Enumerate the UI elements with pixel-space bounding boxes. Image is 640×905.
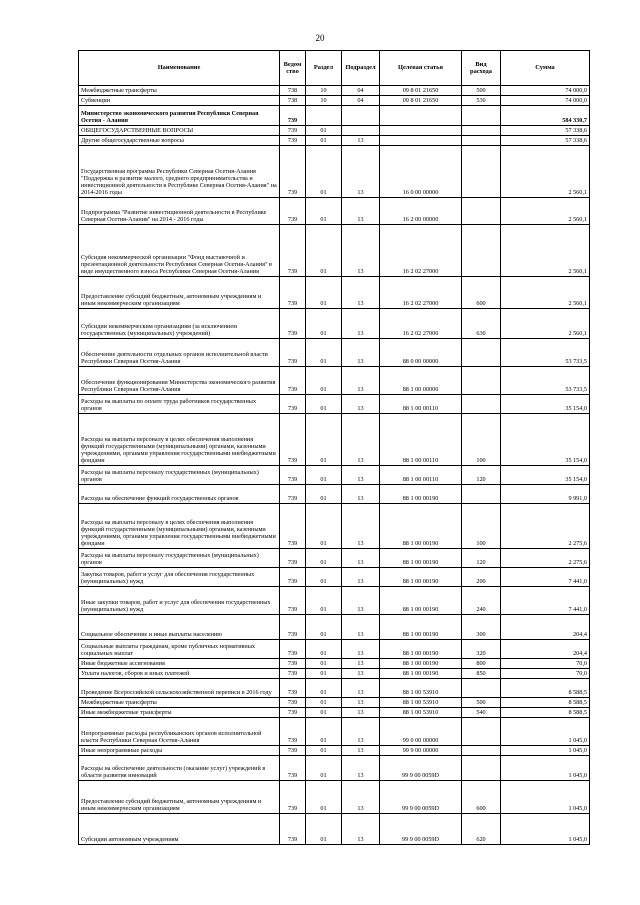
cell-csr: 88 1 00 00190 [380, 659, 462, 669]
header-ved: Ведом ство [280, 51, 306, 86]
cell-vr [462, 225, 501, 277]
cell-sum: 2 560,1 [501, 146, 590, 198]
cell-ved: 739 [280, 814, 306, 845]
cell-razdel: 01 [306, 146, 342, 198]
cell-sum: 70,0 [501, 659, 590, 669]
cell-csr: 88 1 00 00190 [380, 669, 462, 679]
cell-razdel: 01 [306, 309, 342, 339]
table-row [79, 136, 590, 146]
cell-sum: 2 560,1 [501, 198, 590, 225]
cell-razdel: 01 [306, 587, 342, 615]
cell-vr: 120 [462, 549, 501, 568]
cell-csr: 88 1 00 00190 [380, 485, 462, 504]
cell-vr [462, 679, 501, 698]
cell-csr: 88 1 00 00190 [380, 568, 462, 587]
cell-ved: 739 [280, 146, 306, 198]
cell-razdel: 01 [306, 466, 342, 485]
cell-name: Расходы на выплаты персоналу государственных (муниципальных) органов [79, 549, 280, 568]
cell-razdel: 01 [306, 814, 342, 845]
cell-vr: 800 [462, 659, 501, 669]
cell-name: Субсидии автономным учреждениям [79, 814, 280, 845]
cell-vr: 200 [462, 568, 501, 587]
cell-ved: 739 [280, 708, 306, 718]
cell-name: Обеспечение деятельности отдельных органов исполнительной власти Республики Северная Осетия-Алания [79, 339, 280, 367]
cell-razdel: 01 [306, 568, 342, 587]
cell-podrazdel: 13 [342, 568, 380, 587]
cell-sum: 1 045,0 [501, 756, 590, 781]
cell-name: Непрограммные расходы республиканских органов исполнительной власти Республики Северная Осетия-Алания [79, 718, 280, 746]
cell-csr [380, 136, 462, 146]
cell-sum: 1 045,0 [501, 814, 590, 845]
cell-ved: 739 [280, 395, 306, 414]
cell-podrazdel: 13 [342, 277, 380, 309]
table-row [79, 814, 590, 845]
cell-vr: 530 [462, 96, 501, 106]
cell-csr: 88 0 00 00000 [380, 339, 462, 367]
table-row [79, 198, 590, 225]
table-row [79, 669, 590, 679]
cell-sum: 74 000,0 [501, 96, 590, 106]
cell-sum: 70,0 [501, 669, 590, 679]
cell-podrazdel: 13 [342, 466, 380, 485]
cell-ved: 739 [280, 198, 306, 225]
cell-razdel: 01 [306, 198, 342, 225]
cell-name: Межбюджетные трансферты [79, 698, 280, 708]
cell-name: Расходы на обеспечение деятельности (оказание услуг) учреждений в области развития инноваций [79, 756, 280, 781]
cell-razdel: 01 [306, 549, 342, 568]
cell-razdel: 01 [306, 225, 342, 277]
cell-vr: 240 [462, 587, 501, 615]
cell-ved: 739 [280, 106, 306, 126]
cell-sum: 53 733,5 [501, 367, 590, 395]
cell-ved: 739 [280, 698, 306, 708]
cell-ved: 739 [280, 549, 306, 568]
cell-podrazdel: 13 [342, 146, 380, 198]
cell-podrazdel: 13 [342, 814, 380, 845]
cell-podrazdel: 13 [342, 756, 380, 781]
cell-csr [380, 106, 462, 126]
cell-sum: 8 588,5 [501, 698, 590, 708]
cell-name: Обеспечение функционирования Министерства экономического развития Республики Северная Осетия-Алания [79, 367, 280, 395]
cell-csr: 88 1 00 53910 [380, 698, 462, 708]
cell-sum: 57 338,6 [501, 136, 590, 146]
cell-name: ОБЩЕГОСУДАРСТВЕННЫЕ ВОПРОСЫ [79, 126, 280, 136]
table-row [79, 615, 590, 640]
cell-ved: 739 [280, 126, 306, 136]
cell-razdel: 01 [306, 126, 342, 136]
cell-sum: 204,4 [501, 640, 590, 659]
table-row [79, 549, 590, 568]
cell-csr: 88 1 00 53910 [380, 679, 462, 698]
cell-vr [462, 756, 501, 781]
header-razdel: Раздел [306, 51, 342, 86]
cell-sum: 7 441,0 [501, 568, 590, 587]
cell-sum: 9 991,0 [501, 485, 590, 504]
cell-podrazdel: 13 [342, 549, 380, 568]
cell-razdel [306, 106, 342, 126]
cell-ved: 739 [280, 225, 306, 277]
cell-ved: 739 [280, 718, 306, 746]
cell-ved: 739 [280, 414, 306, 466]
cell-sum: 74 000,0 [501, 86, 590, 96]
cell-razdel: 01 [306, 659, 342, 669]
cell-vr [462, 718, 501, 746]
cell-vr: 540 [462, 708, 501, 718]
cell-name: Расходы на выплаты персоналу в целях обеспечения выполнения функций государственными (муниципальными) органами, казенными учреждениями, органами управления государственными внебюджетными фондами [79, 504, 280, 549]
cell-vr: 500 [462, 698, 501, 708]
cell-vr: 600 [462, 781, 501, 814]
cell-vr [462, 126, 501, 136]
cell-sum: 584 330,7 [501, 106, 590, 126]
cell-sum: 204,4 [501, 615, 590, 640]
cell-ved: 739 [280, 339, 306, 367]
cell-ved: 739 [280, 659, 306, 669]
cell-podrazdel: 13 [342, 587, 380, 615]
cell-vr [462, 146, 501, 198]
cell-name: Расходы на выплаты персоналу в целях обеспечения выполнения функций государственными (муниципальными) органами, казенными учреждениями, органами управления государственными внебюджетными фондами [79, 414, 280, 466]
header-podrazdel: Подраздел [342, 51, 380, 86]
cell-csr: 09 8 01 21650 [380, 86, 462, 96]
cell-razdel: 01 [306, 756, 342, 781]
cell-razdel: 01 [306, 718, 342, 746]
cell-podrazdel: 13 [342, 414, 380, 466]
cell-csr: 99 9 00 0059D [380, 781, 462, 814]
cell-vr: 100 [462, 414, 501, 466]
cell-razdel: 01 [306, 367, 342, 395]
cell-name: Иные непрограммные расходы [79, 746, 280, 756]
cell-ved: 739 [280, 587, 306, 615]
cell-csr: 99 9 00 0059D [380, 814, 462, 845]
cell-name: Иные закупки товаров, работ и услуг для обеспечения государственных (муниципальных) нужд [79, 587, 280, 615]
cell-podrazdel: 13 [342, 718, 380, 746]
table-row [79, 96, 590, 106]
cell-podrazdel: 13 [342, 781, 380, 814]
cell-name: Расходы на выплаты по оплате труда работников государственных органов [79, 395, 280, 414]
table-row [79, 225, 590, 277]
cell-podrazdel [342, 126, 380, 136]
cell-name: Подпрограмма "Развитие инвестиционной деятельности в Республике Северная Осетия-Алания" на 2014 - 2016 годы [79, 198, 280, 225]
cell-podrazdel: 04 [342, 96, 380, 106]
table-row [79, 756, 590, 781]
table-row [79, 568, 590, 587]
cell-podrazdel: 13 [342, 225, 380, 277]
cell-csr: 88 1 00 00110 [380, 395, 462, 414]
cell-sum: 35 154,0 [501, 466, 590, 485]
cell-name: Уплата налогов, сборов и иных платежей [79, 669, 280, 679]
cell-razdel: 10 [306, 86, 342, 96]
cell-ved: 739 [280, 277, 306, 309]
cell-vr [462, 746, 501, 756]
cell-podrazdel: 13 [342, 708, 380, 718]
cell-csr: 99 9 00 00000 [380, 746, 462, 756]
table-row [79, 339, 590, 367]
cell-name: Расходы на выплаты персоналу государственных (муниципальных) органов [79, 466, 280, 485]
cell-sum: 8 588,5 [501, 708, 590, 718]
cell-name: Расходы на обеспечение функций государственных органов [79, 485, 280, 504]
cell-csr: 16 2 02 27000 [380, 309, 462, 339]
cell-ved: 739 [280, 640, 306, 659]
cell-podrazdel: 13 [342, 615, 380, 640]
cell-ved: 739 [280, 746, 306, 756]
cell-csr: 88 1 00 00190 [380, 640, 462, 659]
cell-vr [462, 339, 501, 367]
cell-vr: 120 [462, 466, 501, 485]
cell-podrazdel: 13 [342, 640, 380, 659]
cell-razdel: 01 [306, 781, 342, 814]
cell-ved: 739 [280, 781, 306, 814]
cell-name: Государственная программа Республики Северная Осетия-Алания "Поддержка и развитие малого, среднего предпринимательства и инвестиционной деятельности в Республике Северная Осетия-Алания" на 2014-2016 годы [79, 146, 280, 198]
cell-name: Социальные выплаты гражданам, кроме публичных нормативных социальных выплат [79, 640, 280, 659]
table-row [79, 277, 590, 309]
table-row [79, 718, 590, 746]
cell-podrazdel: 13 [342, 504, 380, 549]
cell-vr: 100 [462, 504, 501, 549]
cell-sum: 8 588,5 [501, 679, 590, 698]
cell-vr [462, 485, 501, 504]
cell-podrazdel: 04 [342, 86, 380, 96]
cell-podrazdel [342, 106, 380, 126]
cell-razdel: 01 [306, 339, 342, 367]
cell-csr: 88 1 00 00190 [380, 587, 462, 615]
table-header-row [79, 51, 590, 86]
cell-sum: 2 275,6 [501, 549, 590, 568]
cell-csr: 88 1 00 00190 [380, 615, 462, 640]
cell-podrazdel: 13 [342, 395, 380, 414]
table-row [79, 485, 590, 504]
cell-podrazdel: 13 [342, 367, 380, 395]
cell-name: Иные бюджетные ассигнования [79, 659, 280, 669]
cell-sum: 35 154,0 [501, 414, 590, 466]
cell-podrazdel: 13 [342, 136, 380, 146]
cell-razdel: 01 [306, 136, 342, 146]
cell-podrazdel: 13 [342, 698, 380, 708]
cell-name: Предоставление субсидий бюджетным, автономным учреждениям и иным некоммерческим организациям [79, 277, 280, 309]
cell-csr: 88 1 00 00190 [380, 549, 462, 568]
cell-vr [462, 395, 501, 414]
header-name: Наименование [79, 51, 280, 86]
cell-ved: 739 [280, 136, 306, 146]
page-number: 20 [315, 33, 325, 43]
cell-podrazdel: 13 [342, 339, 380, 367]
table-row [79, 367, 590, 395]
table-row [79, 106, 590, 126]
cell-podrazdel: 13 [342, 198, 380, 225]
cell-razdel: 01 [306, 395, 342, 414]
cell-name: Субсидия некоммерческой организации "Фонд выставочной и презентационной деятельности Республики Северная Осетия-Алания" в виде имущественного взноса Республики Северная Осетия-Алания [79, 225, 280, 277]
cell-name: Другие общегосударственные вопросы [79, 136, 280, 146]
cell-vr: 300 [462, 615, 501, 640]
cell-vr [462, 136, 501, 146]
cell-vr: 600 [462, 277, 501, 309]
cell-name: Проведение Всероссийской сельскохозяйственной переписи в 2016 году [79, 679, 280, 698]
cell-vr [462, 106, 501, 126]
cell-csr: 88 1 00 00110 [380, 466, 462, 485]
cell-razdel: 01 [306, 414, 342, 466]
cell-razdel: 01 [306, 679, 342, 698]
table-row [79, 466, 590, 485]
cell-ved: 739 [280, 669, 306, 679]
table-row [79, 659, 590, 669]
cell-ved: 739 [280, 485, 306, 504]
cell-name: Субвенции [79, 96, 280, 106]
table-row [79, 640, 590, 659]
cell-csr [380, 126, 462, 136]
cell-razdel: 01 [306, 485, 342, 504]
cell-vr: 850 [462, 669, 501, 679]
cell-name: Министерство экономического развития Республики Северная Осетия - Алания [79, 106, 280, 126]
cell-sum: 1 045,0 [501, 781, 590, 814]
cell-csr: 88 1 00 53910 [380, 708, 462, 718]
cell-razdel: 01 [306, 615, 342, 640]
table-row [79, 698, 590, 708]
cell-sum: 1 045,0 [501, 746, 590, 756]
cell-name: Предоставление субсидий бюджетным, автономным учреждениям и иным некоммерческим организациям [79, 781, 280, 814]
cell-podrazdel: 13 [342, 746, 380, 756]
table-row [79, 86, 590, 96]
cell-vr: 620 [462, 814, 501, 845]
cell-podrazdel: 13 [342, 659, 380, 669]
cell-razdel: 01 [306, 640, 342, 659]
budget-table [78, 50, 590, 845]
table-row [79, 708, 590, 718]
cell-ved: 738 [280, 86, 306, 96]
table-row [79, 587, 590, 615]
cell-csr: 99 9 00 0059D [380, 756, 462, 781]
cell-sum: 2 560,1 [501, 225, 590, 277]
cell-ved: 739 [280, 679, 306, 698]
cell-ved: 739 [280, 568, 306, 587]
cell-podrazdel: 13 [342, 309, 380, 339]
cell-name: Иные межбюджетные трансферты [79, 708, 280, 718]
cell-name: Субсидии некоммерческим организациям (за исключением государственных (муниципальных) учреждений) [79, 309, 280, 339]
header-sum: Сумма [501, 51, 590, 86]
cell-sum: 57 338,6 [501, 126, 590, 136]
cell-sum: 53 733,5 [501, 339, 590, 367]
cell-razdel: 01 [306, 277, 342, 309]
cell-sum: 7 441,0 [501, 587, 590, 615]
cell-csr: 88 1 00 00190 [380, 504, 462, 549]
cell-razdel: 01 [306, 746, 342, 756]
cell-ved: 739 [280, 504, 306, 549]
cell-razdel: 01 [306, 708, 342, 718]
table-row [79, 504, 590, 549]
cell-podrazdel: 13 [342, 679, 380, 698]
cell-csr: 09 8 01 21650 [380, 96, 462, 106]
cell-vr [462, 198, 501, 225]
table-row [79, 679, 590, 698]
table-row [79, 126, 590, 136]
cell-csr: 16 2 00 00000 [380, 198, 462, 225]
table-row [79, 746, 590, 756]
cell-csr: 88 1 00 00110 [380, 414, 462, 466]
cell-csr: 88 1 00 00000 [380, 367, 462, 395]
cell-sum: 2 560,1 [501, 309, 590, 339]
header-csr: Целевая статья [380, 51, 462, 86]
cell-ved: 739 [280, 756, 306, 781]
header-vr: Вид расхода [462, 51, 501, 86]
table-row [79, 395, 590, 414]
cell-ved: 739 [280, 615, 306, 640]
cell-csr: 16 0 00 00000 [380, 146, 462, 198]
table-row [79, 781, 590, 814]
cell-name: Закупка товаров, работ и услуг для обеспечения государственных (муниципальных) нужд [79, 568, 280, 587]
cell-ved: 739 [280, 466, 306, 485]
cell-razdel: 10 [306, 96, 342, 106]
cell-ved: 738 [280, 96, 306, 106]
cell-razdel: 01 [306, 669, 342, 679]
cell-sum: 2 275,6 [501, 504, 590, 549]
table-row [79, 146, 590, 198]
table-row [79, 414, 590, 466]
cell-vr: 500 [462, 86, 501, 96]
table-body [79, 86, 590, 845]
table-row [79, 309, 590, 339]
cell-sum: 2 560,1 [501, 277, 590, 309]
cell-csr: 16 2 02 27000 [380, 277, 462, 309]
cell-name: Социальное обеспечение и иные выплаты населению [79, 615, 280, 640]
cell-sum: 1 045,0 [501, 718, 590, 746]
cell-razdel: 01 [306, 698, 342, 708]
cell-vr: 320 [462, 640, 501, 659]
cell-sum: 35 154,0 [501, 395, 590, 414]
cell-name: Межбюджетные трансферты [79, 86, 280, 96]
cell-razdel: 01 [306, 504, 342, 549]
cell-vr: 630 [462, 309, 501, 339]
cell-csr: 16 2 02 27000 [380, 225, 462, 277]
cell-podrazdel: 13 [342, 669, 380, 679]
cell-vr [462, 367, 501, 395]
cell-podrazdel: 13 [342, 485, 380, 504]
cell-ved: 739 [280, 367, 306, 395]
cell-csr: 99 0 00 00000 [380, 718, 462, 746]
cell-ved: 739 [280, 309, 306, 339]
